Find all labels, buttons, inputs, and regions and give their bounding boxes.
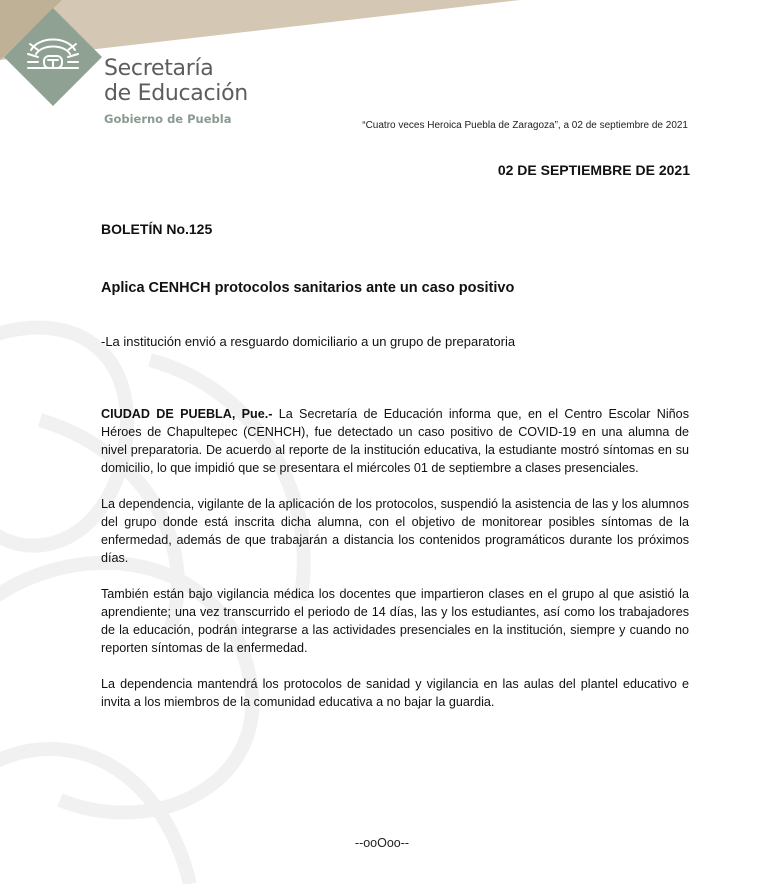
- closing-mark: --ooOoo--: [354, 836, 410, 850]
- paragraph-3: También están bajo vigilancia médica los docentes que impartieron clases en el grupo al que asistió la aprendiente; una vez transcurrido el periodo de 14 días, las y los estudiantes, así como los trabajadores de la educación, podrán integrarse a las actividades presenciales en la institución, siempre y cuando no reporten síntomas de la enfermedad.: [101, 587, 689, 655]
- body-text: [101, 405, 689, 729]
- paragraph-2: La dependencia, vigilante de la aplicación de los protocolos, suspendió la asistencia de las y los alumnos del grupo donde está inscrita dicha alumna, con el objetivo de monitorear posibles síntomas de la enfermedad, además de que trabajarán a distancia los contenidos programáticos durante los próximos días.: [101, 497, 689, 565]
- dateline: “Cuatro veces Heroica Puebla de Zaragoza”, a 02 de septiembre de 2021: [362, 120, 688, 131]
- secretaria-logo-icon: [4, 8, 102, 106]
- paragraph-text: La Secretaría de Educación informa que, en el Centro Escolar Niños Héroes de Chapultepec (CENHCH), fue detectado un caso positivo de COVID-19 en una alumna de nivel preparatoria. De acuerdo al reporte de la institución educativa, la estudiante mostró síntomas en su domicilio, lo que impidió que se presentara el miércoles 01 de septiembre a clases presenciales.: [101, 407, 689, 475]
- headline: Aplica CENHCH protocolos sanitarios ante un caso positivo: [101, 280, 515, 296]
- brand-title-line1: Secretaría: [104, 56, 214, 81]
- subheadline: -La institución envió a resguardo domiciliario a un grupo de preparatoria: [101, 334, 516, 349]
- bulletin-number: BOLETÍN No.125: [101, 221, 213, 237]
- paragraph-lead: CIUDAD DE PUEBLA, Pue.-: [101, 407, 273, 421]
- paragraph-1: [101, 405, 689, 477]
- paragraph-4: La dependencia mantendrá los protocolos de sanidad y vigilancia en las aulas del plantel educativo e invita a los miembros de la comunidad educativa a no bajar la guardia.: [101, 677, 689, 709]
- brand-title-line2: de Educación: [104, 81, 248, 106]
- bulletin-date: 02 DE SEPTIEMBRE DE 2021: [497, 162, 690, 178]
- brand-subtitle: Gobierno de Puebla: [104, 112, 232, 126]
- brand-block: [104, 56, 248, 126]
- header-decorative-band: [0, 0, 764, 60]
